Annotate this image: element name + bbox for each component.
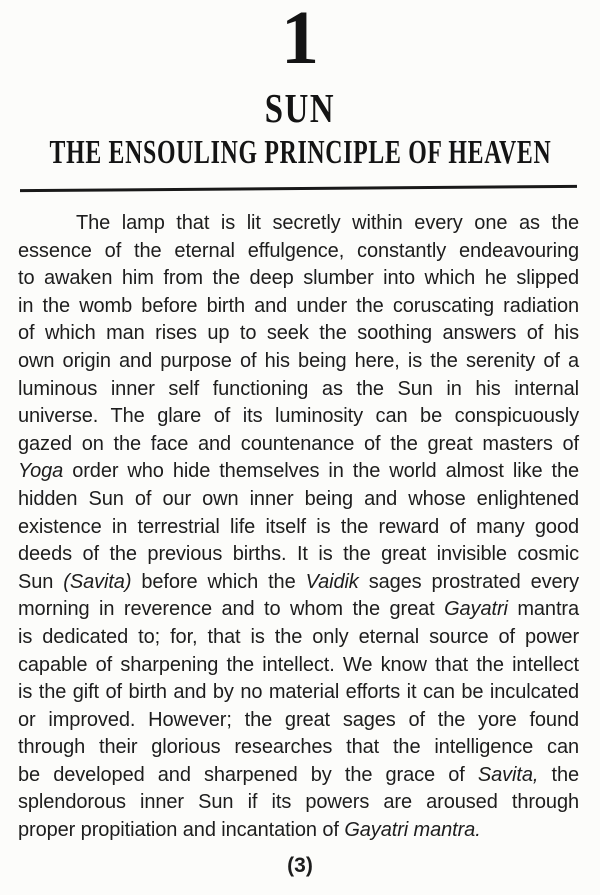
body-segment: existence in terrestrial life itself is the reward of many good (18, 515, 579, 538)
body-line (18, 265, 579, 293)
body-line (18, 458, 579, 486)
body-line (18, 707, 579, 735)
body-segment: deeds of the previous births. It is the great invisible cosmic (18, 543, 579, 566)
body-segment: is dedicated to; for, that is the only eternal source of power (18, 625, 579, 648)
body-segment: the (538, 763, 579, 786)
body-segment: mantra (507, 598, 579, 621)
body-line (18, 734, 579, 762)
body-line (18, 320, 579, 348)
body-segment: luminous inner self functioning as the Sun in his internal (18, 377, 579, 400)
body-line (18, 238, 579, 266)
body-segment-italic: (Savita) (63, 570, 132, 593)
body-segment: Sun (18, 570, 64, 593)
body-line (18, 403, 579, 431)
body-segment-italic: Gayatri (444, 598, 508, 621)
chapter-number: 1 (281, 0, 319, 80)
body-segment: own origin and purpose of his being here, is the serenity of a (18, 349, 579, 372)
body-line (18, 569, 579, 597)
chapter-subtitle: THE ENSOULING PRINCIPLE OF HEAVEN (49, 134, 551, 171)
body-line (18, 486, 579, 514)
body-line (18, 348, 579, 376)
body-line (18, 541, 579, 569)
body-line (18, 293, 579, 321)
body-segment: or improved. However; the great sages of the yore found (18, 708, 579, 731)
body-segment: of which man rises up to seek the soothing answers of his (18, 322, 579, 345)
body-segment: gazed on the face and countenance of the great masters of (18, 432, 579, 455)
body-segment: order who hide themselves in the world almost like the (63, 460, 579, 483)
body-line (18, 376, 579, 404)
body-line (18, 431, 579, 459)
body-segment: sages prostrated every (358, 570, 579, 593)
body-segment: splendorous inner Sun if its powers are aroused through (18, 791, 579, 814)
body-line (18, 210, 579, 238)
body-segment: proper propitiation and incantation of (18, 819, 345, 842)
body-line (18, 514, 579, 542)
page-number: (3) (287, 854, 313, 877)
body-segment: is the gift of birth and by no material efforts it can be inculcated (18, 681, 579, 704)
body-segment: The lamp that is lit secretly within every one as the (76, 212, 579, 234)
body-line (18, 789, 579, 817)
body-segment: through their glorious researches that the intelligence can (18, 736, 579, 759)
body-segment: be developed and sharpened by the grace of (18, 763, 478, 786)
chapter-title: SUN (264, 85, 336, 131)
body-line (18, 624, 579, 652)
body-segment: in the womb before birth and under the coruscating radiation (18, 294, 579, 317)
chapter-title-row (0, 85, 600, 131)
body-segment-italic: Savita, (477, 763, 539, 786)
body-line (18, 679, 579, 707)
body-line (18, 762, 579, 790)
body-segment-italic: Yoga (18, 460, 64, 483)
body-segment: universe. The glare of its luminosity can be conspicuously (18, 405, 579, 428)
body-segment: morning in reverence and to whom the great (18, 598, 445, 621)
body-paragraph (18, 210, 579, 845)
body-segment: capable of sharpening the intellect. We know that the intellect (18, 653, 579, 676)
body-segment-italic: Gayatri mantra. (344, 819, 481, 842)
chapter-subtitle-row (0, 136, 600, 170)
heading-divider (20, 185, 577, 192)
body-line (18, 596, 579, 624)
body-segment-italic: Vaidik (305, 570, 359, 593)
body-segment: to awaken him from the deep slumber into which he slipped (18, 267, 579, 290)
body-line (18, 652, 579, 680)
body-line (18, 817, 579, 845)
body-segment: before which the (131, 570, 306, 593)
body-segment: essence of the eternal effulgence, constantly endeavouring (18, 239, 579, 262)
body-segment: hidden Sun of our own inner being and whose enlightened (18, 487, 579, 510)
